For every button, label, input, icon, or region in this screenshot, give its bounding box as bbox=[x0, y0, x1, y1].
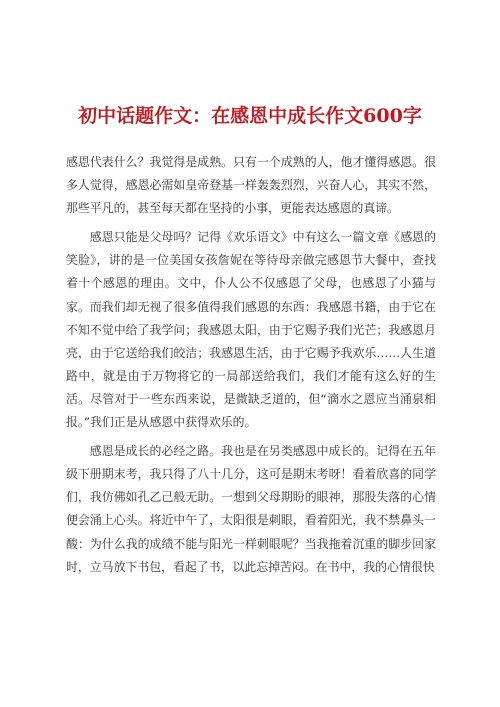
paragraph-1: 感恩代表什么？我觉得是成熟。只有一个成熟的人，他才懂得感恩。很多人觉得，感恩必需如皇帝登基一样轰轰烈烈，兴奋人心，其实不然，那些平凡的，甚至每天都在坚持的小事，更能表达感恩的真谛。 bbox=[66, 155, 436, 216]
paragraph-3: 感恩是成长的必经之路。我也是在另类感恩中成长的。记得在五年级下册期末考，我只得了八十几分，这可是期末考呀！看着欣喜的同学们，我仿佛如孔乙己般无助。一想到父母期盼的眼神，那股失落的心情便会涌上心头。将近中午了，太阳很是刺眼，看着阳光，我不禁鼻头一酸：为什么我的成绩不能与阳光一样刺眼呢？当我拖着沉重的脚步回家时，立马放下书包，看起了书，以此忘掉苦闷。在书中，我的心情很快 bbox=[66, 444, 436, 574]
document-body bbox=[66, 151, 436, 585]
paragraph-2: 感恩只能是父母吗？记得《欢乐语文》中有这么一篇文章《感恩的笑脸》，讲的是一位美国女孩詹妮在等待母亲做完感恩节大餐中，查找着十个感恩的理由。文中，仆人公不仅感恩了父母，也感恩了小猫与家。而我们却无视了很多值得我们感恩的东西：我感恩书籍，由于它在不知不觉中给了我学问；我感恩太阳，由于它赐予我们光芒；我感恩月亮，由于它送给我们皎洁；我感恩生活，由于它赐予我欢乐……人生道路中，就是由于万物将它的一局部送给我们，我们才能有这么好的生活。尽管对于一些东西来说，是微缺乏道的，但“滴水之恩应当涌泉相报。”我们正是从感恩中获得欢乐的。 bbox=[66, 230, 436, 430]
document-title: 初中话题作文：在感恩中成长作文600字 bbox=[78, 105, 422, 127]
